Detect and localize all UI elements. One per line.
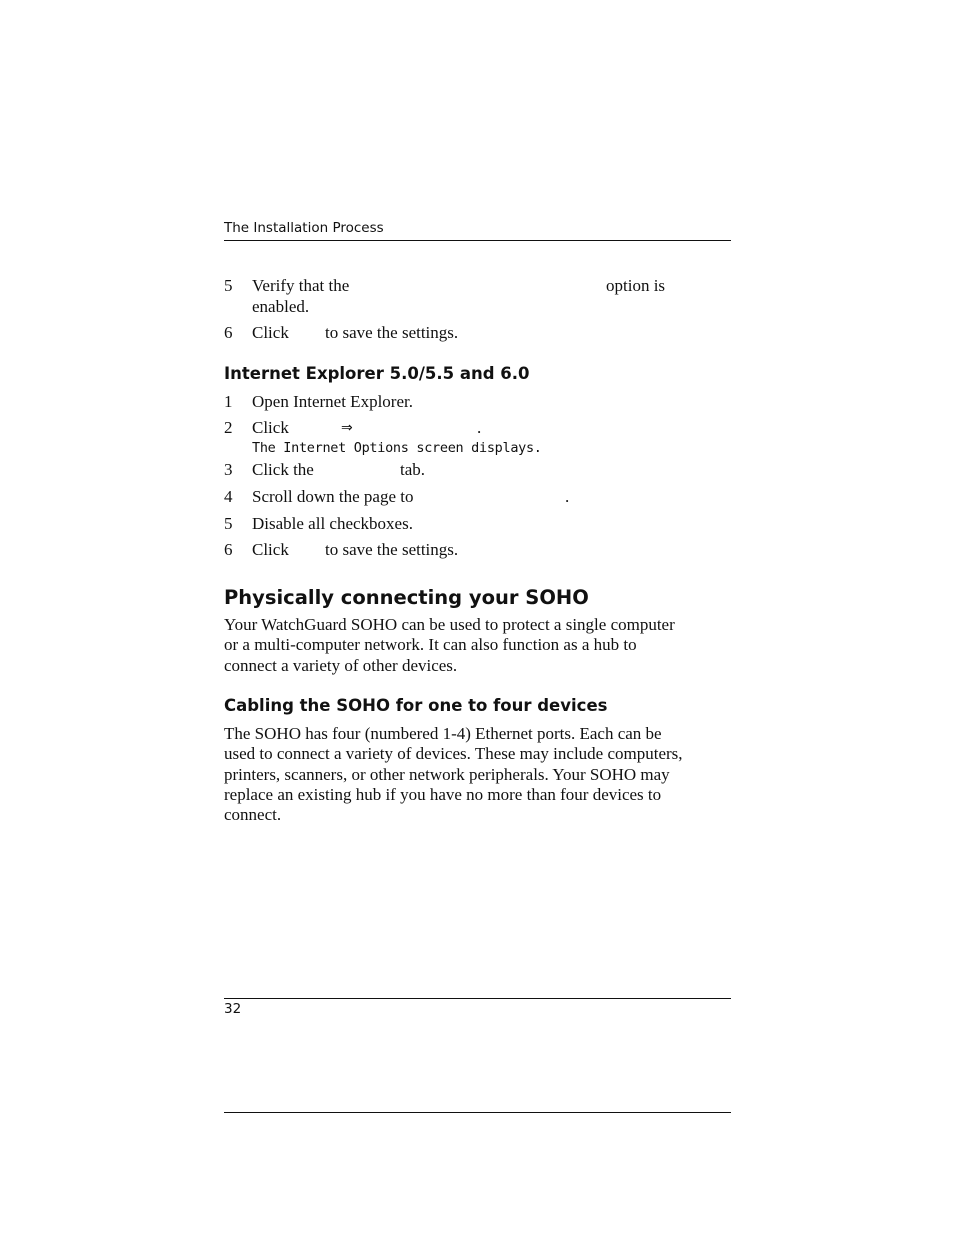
paragraph-line: or a multi-computer network. It can also function as a hub to xyxy=(224,635,637,655)
step-text: Click xyxy=(252,418,289,437)
list-item xyxy=(0,392,954,414)
step-number: 2 xyxy=(224,418,233,437)
paragraph-line: The SOHO has four (numbered 1-4) Ethernet ports. Each can be xyxy=(224,724,662,743)
step-number: 3 xyxy=(224,460,233,479)
step-text-continued: to save the settings. xyxy=(325,540,459,559)
page-number: 32 xyxy=(224,1001,242,1017)
step-number: 6 xyxy=(224,540,233,559)
step-number: 5 xyxy=(224,514,233,533)
step-number: 5 xyxy=(224,276,233,295)
step-text-continued: option is xyxy=(606,276,666,295)
step-text: Click the xyxy=(252,460,314,479)
step-text-continued: to save the settings. xyxy=(325,323,459,342)
connect-paragraph xyxy=(224,615,736,676)
ie-heading: Internet Explorer 5.0/5.5 and 6.0 xyxy=(224,364,530,383)
step-text: Click xyxy=(252,323,289,342)
step-number: 1 xyxy=(224,392,233,411)
paragraph-line: printers, scanners, or other network peripherals. Your SOHO may xyxy=(224,764,670,784)
list-item xyxy=(0,418,954,440)
step-text: Open Internet Explorer. xyxy=(252,392,413,411)
list-item xyxy=(0,460,954,482)
cabling-heading: Cabling the SOHO for one to four devices xyxy=(224,696,608,715)
step-text-continued: . xyxy=(477,418,482,437)
step-text: Disable all checkboxes. xyxy=(252,514,413,533)
footer-rule xyxy=(224,998,731,999)
step-text: Scroll down the page to xyxy=(252,487,414,506)
connect-heading: Physically connecting your SOHO xyxy=(224,586,589,609)
list-item xyxy=(0,540,954,562)
step-text-continued: . xyxy=(565,487,570,506)
paragraph-line: replace an existing hub if you have no more than four devices to xyxy=(224,784,662,804)
step-text-wrap: enabled. xyxy=(252,297,310,316)
running-header: The Installation Process xyxy=(224,220,384,236)
list-item xyxy=(0,323,954,345)
header-rule xyxy=(224,240,731,241)
step-note: The Internet Options screen displays. xyxy=(252,440,542,456)
step-text-continued: tab. xyxy=(400,460,426,479)
arrow-icon: ⇒ xyxy=(341,420,353,436)
step-number: 4 xyxy=(224,487,233,506)
paragraph-line: used to connect a variety of devices. These may include computers, xyxy=(224,744,683,764)
paragraph-line: Your WatchGuard SOHO can be used to protect a single computer xyxy=(224,615,675,634)
step-number: 6 xyxy=(224,323,233,342)
list-item xyxy=(0,487,954,509)
list-item xyxy=(0,276,954,320)
paragraph-line: connect a variety of other devices. xyxy=(224,655,458,675)
list-item xyxy=(0,514,954,536)
paragraph-line: connect. xyxy=(224,805,282,825)
step-text: Click xyxy=(252,540,289,559)
step-text: Verify that the xyxy=(252,276,350,295)
cabling-paragraph xyxy=(224,724,736,825)
page-bottom-rule xyxy=(224,1112,731,1113)
